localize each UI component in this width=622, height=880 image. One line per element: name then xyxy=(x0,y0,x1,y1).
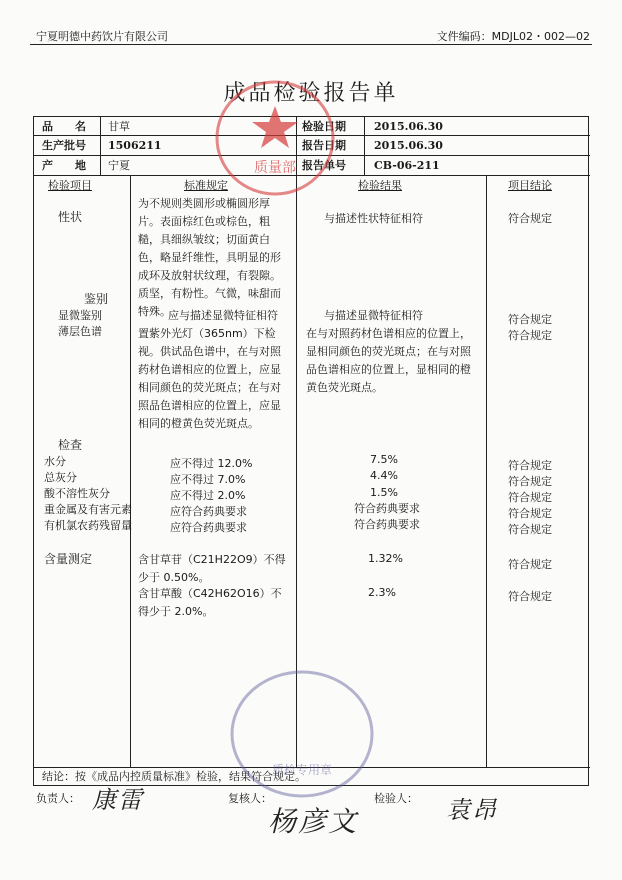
tlc-conclusion: 符合规定 xyxy=(508,329,552,342)
traits-conclusion: 符合规定 xyxy=(508,212,552,225)
assay-standard-1: 含甘草苷（C21H22O9）不得少于 0.50%。 xyxy=(138,553,286,584)
check-conclusion-heavy-metal: 符合规定 xyxy=(508,507,552,520)
check-item-heavy-metal: 重金属及有害元素 xyxy=(44,503,132,516)
assay-result-2: 2.3% xyxy=(368,586,396,599)
col-standard-header: 标准规定 xyxy=(184,179,228,192)
assay-conclusion-2: 符合规定 xyxy=(508,590,552,603)
inspector-signature: 袁昂 xyxy=(446,796,498,824)
responsible-label: 负责人： xyxy=(36,792,80,805)
traits-result: 与描述性状特征相符 xyxy=(324,212,423,225)
check-conclusion-acid-ash: 符合规定 xyxy=(508,491,552,504)
name-label: 品 名 xyxy=(42,120,86,133)
check-item-pesticide: 有机氯农药残留量 xyxy=(44,519,132,532)
check-item-acid-ash: 酸不溶性灰分 xyxy=(44,487,110,500)
svg-text:质检专用章: 质检专用章 xyxy=(271,763,333,777)
report-date-value: 2015.06.30 xyxy=(374,139,443,152)
check-conclusion-moisture: 符合规定 xyxy=(508,459,552,472)
origin-value: 宁夏 xyxy=(108,159,130,172)
report-date-label: 报告日期 xyxy=(302,139,346,152)
inspect-date-label: 检验日期 xyxy=(302,120,346,133)
inspector-label: 检验人： xyxy=(374,792,418,805)
reviewer-signature: 杨彦文 xyxy=(268,805,359,838)
company-name: 宁夏明德中药饮片有限公司 xyxy=(36,30,168,43)
check-result-moisture: 7.5% xyxy=(370,453,398,466)
check-conclusion-total-ash: 符合规定 xyxy=(508,475,552,488)
check-standard-heavy-metal: 应符合药典要求 xyxy=(170,505,247,518)
check-item-total-ash: 总灰分 xyxy=(44,471,77,484)
svg-text:质量部: 质量部 xyxy=(254,160,296,176)
check-result-pesticide: 符合药典要求 xyxy=(354,518,420,531)
assay-label: 含量测定 xyxy=(44,552,93,566)
traits-standard: 为不规则类圆形或椭圆形厚片。表面棕红色或棕色，粗糙，具细纵皱纹；切面黄白色，略显纤维性，具明显的形成环及放射状纹理，有裂隙。质坚，有粉性。气微，味甜而特殊。 xyxy=(138,197,281,318)
check-label: 检查 xyxy=(58,438,83,452)
inspect-date-value: 2015.06.30 xyxy=(374,120,443,133)
qc-seal-stamp xyxy=(222,662,382,812)
col-result-header: 检验结果 xyxy=(358,179,402,192)
header-rule xyxy=(30,44,592,45)
tlc-label: 薄层色谱 xyxy=(58,325,102,338)
tlc-result: 在与对照药材色谱相应的位置上，显相同颜色的荧光斑点；在与对照品色谱相应的位置上，显相同的橙黄色荧光斑点。 xyxy=(306,327,471,394)
reviewer-label: 复核人： xyxy=(228,792,272,805)
assay-standard-2: 含甘草酸（C42H62O16）不得少于 2.0%。 xyxy=(138,587,282,618)
report-no-value: CB-06-211 xyxy=(374,159,440,172)
identification-label: 鉴别 xyxy=(84,292,109,306)
document-code: 文件编码：MDJL02・002—02 xyxy=(436,30,590,43)
traits-label: 性状 xyxy=(58,210,83,224)
tlc-standard: 置紫外光灯（365nm）下检视。供试品色谱中，在与对照药材色谱相应的位置上，应显相同颜色的荧光斑点；在与对照品色谱相应的位置上，应显相同的橙黄色荧光斑点。 xyxy=(138,327,281,430)
col-conclusion-header: 项目结论 xyxy=(508,179,552,192)
check-standard-acid-ash: 应不得过 2.0% xyxy=(170,489,246,502)
col-item-header: 检验项目 xyxy=(48,179,92,192)
responsible-signature: 康雷 xyxy=(92,786,144,814)
check-conclusion-pesticide: 符合规定 xyxy=(508,523,552,536)
name-value: 甘草 xyxy=(108,120,130,133)
check-result-heavy-metal: 符合药典要求 xyxy=(354,502,420,515)
report-conclusion: 结论：按《成品内控质量标准》检验，结果符合规定。 xyxy=(42,770,306,783)
micro-label: 显微鉴别 xyxy=(58,309,102,322)
origin-label: 产 地 xyxy=(42,159,86,172)
micro-result: 与描述显微特征相符 xyxy=(324,309,423,322)
check-result-acid-ash: 1.5% xyxy=(370,486,398,499)
report-no-label: 报告单号 xyxy=(302,159,346,172)
micro-standard: 应与描述显微特征相符 xyxy=(168,309,278,322)
batch-label: 生产批号 xyxy=(42,139,86,152)
batch-value: 1506211 xyxy=(108,139,162,152)
check-result-total-ash: 4.4% xyxy=(370,469,398,482)
micro-conclusion: 符合规定 xyxy=(508,313,552,326)
check-standard-pesticide: 应符合药典要求 xyxy=(170,521,247,534)
check-standard-moisture: 应不得过 12.0% xyxy=(170,457,253,470)
check-item-moisture: 水分 xyxy=(44,455,66,468)
assay-result-1: 1.32% xyxy=(368,552,403,565)
check-standard-total-ash: 应不得过 7.0% xyxy=(170,473,246,486)
report-title: 成品检验报告单 xyxy=(223,81,399,106)
quality-dept-stamp xyxy=(200,76,350,206)
assay-conclusion-1: 符合规定 xyxy=(508,558,552,571)
